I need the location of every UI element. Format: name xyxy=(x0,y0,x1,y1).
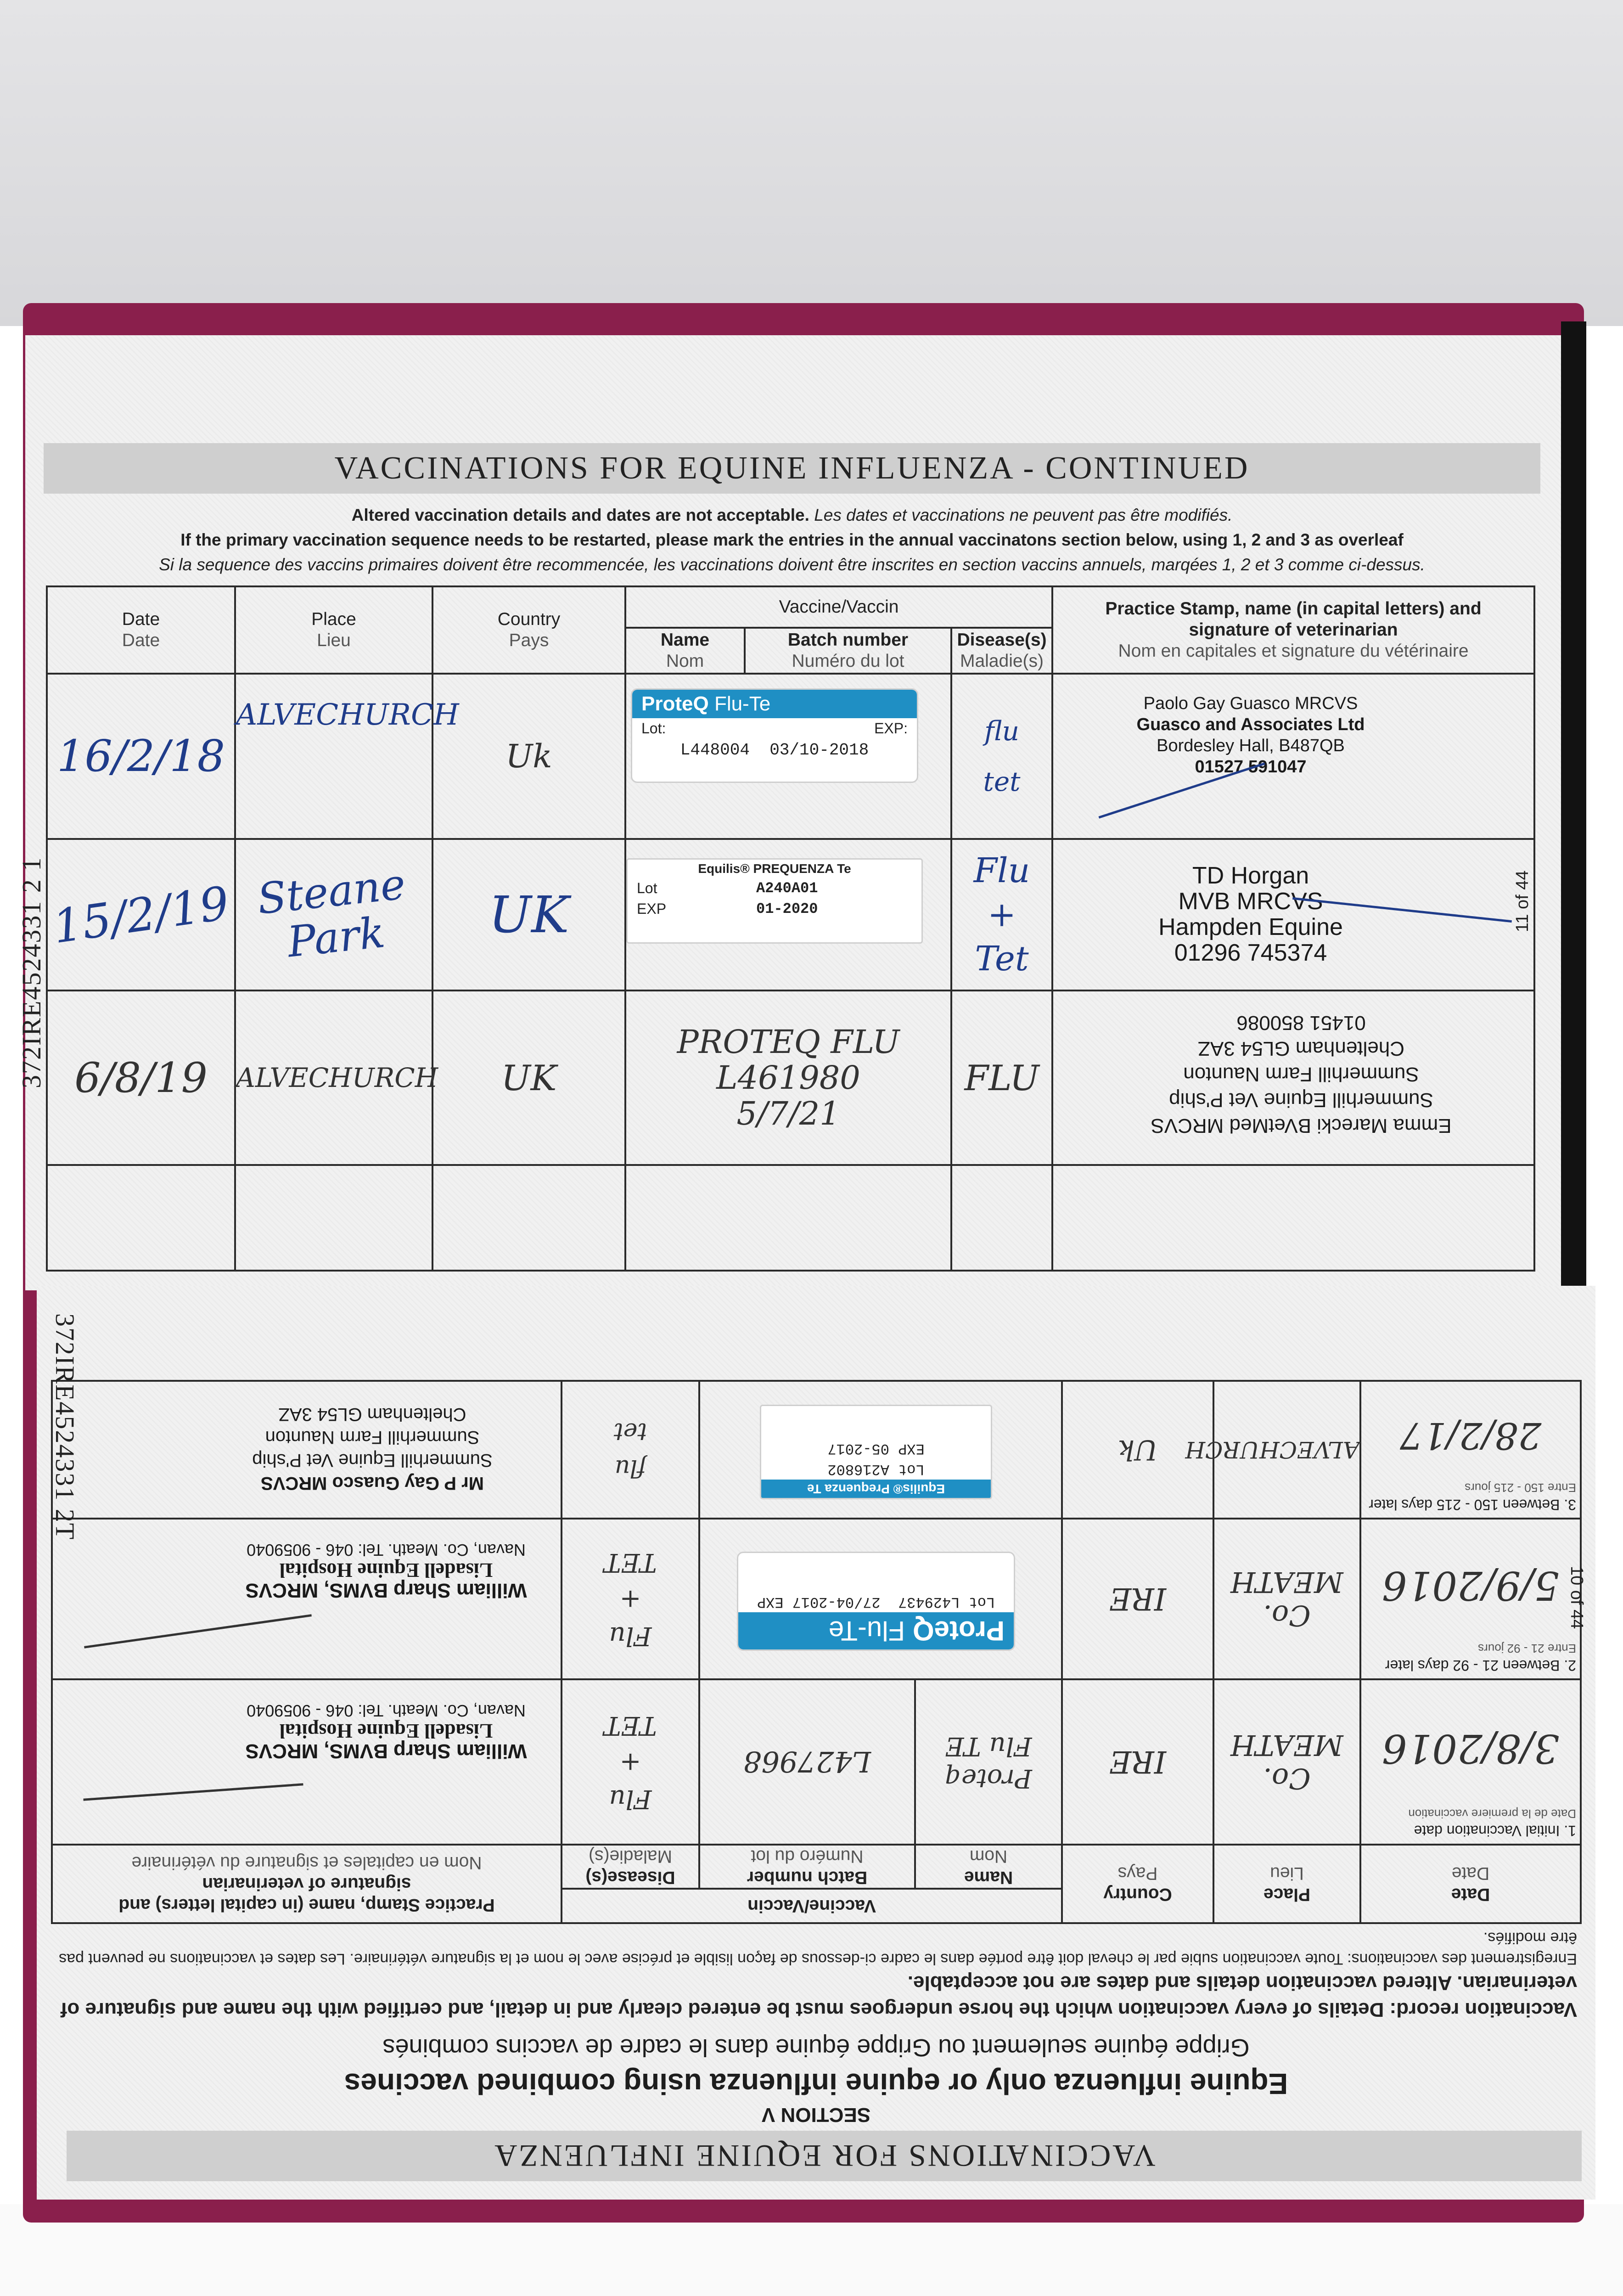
sticker-exp: 27/04-2017 xyxy=(792,1593,881,1610)
header-name: Name Nom xyxy=(915,1845,1062,1889)
cell-batch: L427968 xyxy=(699,1679,915,1845)
sticker-brand: ProteQ xyxy=(912,1615,1005,1646)
header-country: Country Pays xyxy=(432,586,625,674)
cell-place: Steane Park xyxy=(235,839,432,990)
cell-stamp xyxy=(52,1381,562,1519)
vet-stamp: Mr P Gay Guasco MRCVS Summerhill Equine Vet P'ship Summerhill Farm Naunton Cheltenham GL54 3AZ xyxy=(252,1404,493,1493)
table-row-empty xyxy=(47,1165,1534,1271)
expiry: 5/7/21 xyxy=(736,1095,840,1132)
passport-barcode: 372IRE4524331 2T xyxy=(50,1313,80,1541)
sticker-exp: 03/10-2018 xyxy=(769,741,869,760)
batch-number: L461980 xyxy=(716,1059,860,1097)
row-caption: 2. Between 21 - 92 days later xyxy=(1385,1657,1576,1674)
vet-stamp: William Sharp BVMS, MRCVS Lisadell Equine Hospital Navan, Co. Meath. Tel: 046 - 9059040 xyxy=(245,1541,527,1602)
sticker-product: Flu-Te xyxy=(714,692,771,715)
sticker-lot-key: Lot xyxy=(968,1593,995,1610)
page-notes xyxy=(44,503,1540,577)
section-subtitle: Grippe équine seulement ou Grippe équine dans le cadre de vaccins combinés xyxy=(382,2034,1250,2061)
cell-country: UK xyxy=(432,990,625,1165)
cell-disease: flu tet xyxy=(562,1381,699,1519)
header-stamp: Practice Stamp, name (in capital letters) and signature of veterinarian Nom en capitales et signature du vétérinaire xyxy=(52,1845,562,1923)
sticker-lot-key: Lot xyxy=(637,880,657,896)
sticker-lot: A240A01 xyxy=(756,880,818,897)
cell-country: UK xyxy=(432,839,625,990)
note-restart: If the primary vaccination sequence needs to be restarted, please mark the entries in the annual vaccinatons section below, using 1, 2 and 3 as overleaf xyxy=(180,530,1404,549)
table-row xyxy=(47,674,1534,839)
cell-date: 16/2/18 xyxy=(47,674,235,839)
header-batch: Batch number Numéro du lot xyxy=(745,628,951,674)
sticker-lot: A216802 xyxy=(827,1461,889,1478)
record-rule: Vaccination record: Details of every vaccination which the horse undergoes must be entered clearly and in detail, and certified with the name and signature of veterinarian. Altered vaccination details and dates are not acceptable. xyxy=(60,1972,1577,2021)
sticker-exp: 05-2017 xyxy=(827,1440,889,1457)
cell-place: ALVECHURCH xyxy=(1213,1381,1360,1519)
cell-country: Uk xyxy=(1062,1381,1213,1519)
table-row xyxy=(52,1679,1581,1845)
header-place: Place Lieu xyxy=(1213,1845,1360,1923)
cell-stamp xyxy=(1052,674,1534,839)
cell-date: 6/8/19 xyxy=(47,990,235,1165)
row-caption: 1. Initial Vaccination date xyxy=(1414,1823,1576,1839)
vaccine-sticker xyxy=(626,858,923,944)
vaccine-sticker xyxy=(737,1552,1015,1651)
cell-country: IRE xyxy=(1062,1519,1213,1679)
cell-empty xyxy=(1052,1165,1534,1271)
note-altered-fr: Les dates et vaccinations ne peuvent pas être modifiés. xyxy=(814,506,1233,524)
cell-empty xyxy=(235,1165,432,1271)
passport-barcode: 372IRE4524331 2 1 xyxy=(17,856,46,1088)
row-caption: 3. Between 150 - 215 days later xyxy=(1369,1497,1576,1513)
cell-disease: Flu + TET xyxy=(562,1519,699,1679)
header-place: Place Lieu xyxy=(235,586,432,674)
passport-spine xyxy=(1561,321,1586,1290)
cell-vaccine-label xyxy=(625,839,951,990)
sticker-brand: Equilis® PREQUENZA Te xyxy=(698,861,851,876)
table-row xyxy=(52,1519,1581,1679)
cell-stamp xyxy=(52,1679,562,1845)
cell-vaccine-label xyxy=(699,1381,1062,1519)
cell-place: Co. MEATH xyxy=(1213,1519,1360,1679)
page-number: 11 of 44 xyxy=(1513,870,1532,932)
page-banner: VACCINATIONS FOR EQUINE INFLUENZA - CONTINUED xyxy=(44,443,1540,494)
cell-stamp xyxy=(1052,839,1534,990)
sticker-brand: ProteQ xyxy=(641,692,709,715)
cell-country: IRE xyxy=(1062,1679,1213,1845)
vaccination-table xyxy=(51,1380,1582,1924)
record-rule-fr: Enregistrement des vaccinations: Toute vaccination subie par le cheval doit être portée dans le cadre ci-dessous de façon lisible et précise avec le nom et la signature vétérinaire. Les dates et vaccinations ne peuvent pas être modifiés. xyxy=(59,1929,1577,1968)
sticker-exp-key: EXP: xyxy=(874,720,908,737)
note-restart-fr: Si la sequence des vaccins primaires doivent être recommencée, les vaccinations doivent être inscrites en section vaccins annuels, marqées 1, 2 et 3 comme ci-dessus. xyxy=(159,555,1425,574)
record-notes xyxy=(57,1927,1577,2023)
sticker-exp-key: EXP xyxy=(898,1440,925,1457)
sticker-lot-key: Lot xyxy=(898,1461,925,1478)
row-caption-fr: Entre 21 - 92 jours xyxy=(1478,1642,1576,1655)
vet-stamp: Paolo Gay Guasco MRCVS Guasco and Associates Ltd Bordesley Hall, B487QB 01527 591047 xyxy=(1136,694,1365,777)
section-number: SECTION V xyxy=(761,2104,871,2126)
page-banner: VACCINATIONS FOR EQUINE INFLUENZA xyxy=(67,2131,1582,2181)
cell-vaccine-label xyxy=(625,674,951,839)
cell-disease: FLU xyxy=(951,990,1052,1165)
page-number: 10 of 44 xyxy=(1567,1566,1586,1629)
header-country: Country Pays xyxy=(1062,1845,1213,1923)
cell-place: ALVECHURCH xyxy=(235,674,432,839)
table-row xyxy=(47,990,1534,1165)
sticker-exp-key: EXP xyxy=(637,900,667,917)
header-name: Name Nom xyxy=(625,628,745,674)
sticker-lot: L448004 xyxy=(680,741,750,760)
vet-signature xyxy=(84,1614,312,1649)
vaccine-sticker xyxy=(760,1405,992,1499)
cell-place: ALVECHURCH xyxy=(235,990,432,1165)
header-disease: Disease(s) Maladie(s) xyxy=(562,1845,699,1889)
cell-stamp xyxy=(1052,990,1534,1165)
header-vaccine: Vaccine/Vaccin xyxy=(625,586,1052,628)
cell-country: Uk xyxy=(432,674,625,839)
sticker-exp-key: EXP xyxy=(757,1593,784,1610)
header-date: Date Date xyxy=(47,586,235,674)
vet-stamp: William Sharp BVMS, MRCVS Lisadell Equine Hospital Navan, Co. Meath. Tel: 046 - 9059040 xyxy=(245,1701,527,1762)
sticker-lot: L429437 xyxy=(898,1593,960,1610)
cell-empty xyxy=(432,1165,625,1271)
header-vaccine: Vaccine/Vaccin xyxy=(562,1889,1062,1923)
vaccine-sticker xyxy=(631,688,918,783)
sticker-product: Flu-Te xyxy=(828,1615,905,1646)
cell-empty xyxy=(625,1165,951,1271)
cell-disease: Flu + Tet xyxy=(951,839,1052,990)
section-title: Equine influenza only or equine influenza using combined vaccines xyxy=(344,2067,1288,2100)
page-10-rotated-content xyxy=(37,1286,1595,2200)
vet-signature xyxy=(83,1783,303,1801)
table-row xyxy=(52,1381,1581,1519)
cell-date: 1. Initial Vaccination date Date de la premiere vaccination 3/8/2016 xyxy=(1360,1679,1581,1845)
passport-page-10 xyxy=(37,1286,1595,2200)
vaccination-table xyxy=(46,585,1535,1272)
header-date: Date Date xyxy=(1360,1845,1581,1923)
cell-vaccine-name: Proteq Flu TE xyxy=(915,1679,1062,1845)
cell-date: 3. Between 150 - 215 days later Entre 150 - 215 jours 28/2/17 xyxy=(1360,1381,1581,1519)
sticker-brand: Equilis® Prequenza Te xyxy=(761,1480,991,1498)
vaccine-name: PROTEQ FLU xyxy=(677,1023,900,1061)
row-caption-fr: Date de la premiere vaccination xyxy=(1408,1807,1576,1821)
note-altered: Altered vaccination details and dates are not acceptable. xyxy=(351,506,809,524)
cell-vaccine-name xyxy=(625,990,951,1165)
vet-stamp: Emma Marecki BVetMed MRCVS Summerhill Equine Vet P'ship Summerhill Farm Naunton Cheltenham GL54 3AZ 01451 850086 xyxy=(1151,1012,1452,1137)
cell-date: 2. Between 21 - 92 days later Entre 21 - 92 jours 5/9/2016 xyxy=(1360,1519,1581,1679)
cell-empty xyxy=(951,1165,1052,1271)
cell-date: 15/2/19 xyxy=(47,839,235,990)
table-row xyxy=(47,839,1534,990)
header-batch: Batch number Numéro du lot xyxy=(699,1845,915,1889)
cell-disease: flu tet xyxy=(951,674,1052,839)
vet-stamp: TD Horgan MVB MRCVS Hampden Equine 01296 745374 xyxy=(1158,862,1343,966)
header-stamp: Practice Stamp, name (in capital letters) and signature of veterinarian Nom en capitales et signature du vétérinaire xyxy=(1052,586,1534,674)
cell-empty xyxy=(47,1165,235,1271)
passport-page-11 xyxy=(17,335,1561,1290)
row-caption-fr: Entre 150 - 215 jours xyxy=(1465,1481,1576,1495)
scan-background xyxy=(0,0,1623,326)
cell-place: Co. MEATH xyxy=(1213,1679,1360,1845)
cell-stamp xyxy=(52,1519,562,1679)
header-disease: Disease(s) Maladie(s) xyxy=(951,628,1052,674)
cell-disease: Flu + TET xyxy=(562,1679,699,1845)
sticker-exp: 01-2020 xyxy=(756,900,818,917)
cell-vaccine-label xyxy=(699,1519,1062,1679)
sticker-lot-key: Lot: xyxy=(641,720,666,737)
